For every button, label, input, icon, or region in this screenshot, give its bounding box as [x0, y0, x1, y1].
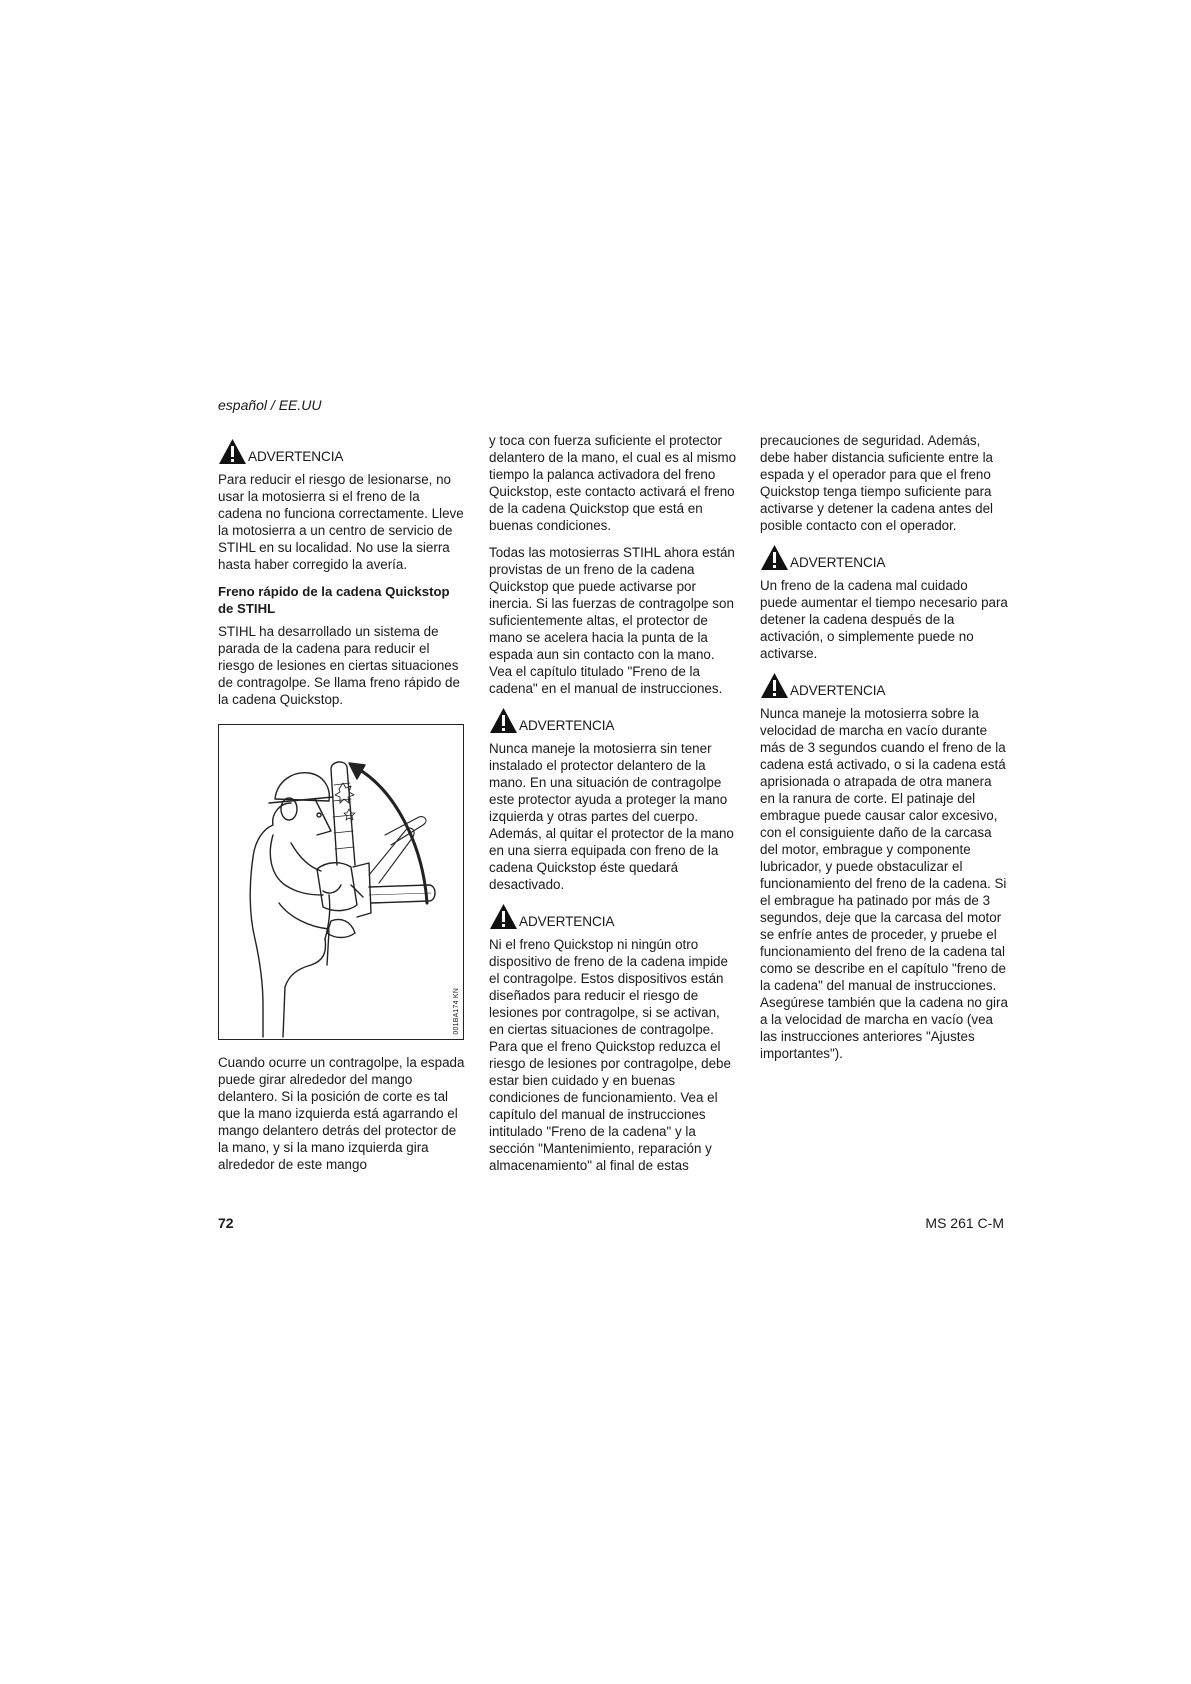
warning-text: Ni el freno Quickstop ni ningún otro dispositivo de freno de la cadena impide el contragolpe. Estos dispositivos están diseñados para reducir el riesgo de lesiones por contragolpe, si se activan, en ciertas situaciones de contragolpe. Para que el freno Quickstop reduzca el riesgo de lesiones por contragolpe, debe estar bien cuidado y en buenas condiciones de funcionamiento. Vea el capítulo del manual de instrucciones intitulado "Freno de la cadena" y la sección "Mantenimiento, reparación y almacenamiento" al final de estas — [489, 937, 731, 1173]
warning-label: ADVERTENCIA — [248, 449, 344, 464]
column-3 — [760, 432, 1008, 1072]
paragraph: y toca con fuerza suficiente el protector delantero de la mano, el cual es al mismo tiempo la palanca activadora del freno Quickstop, este contacto activará el freno de la cadena Quickstop que está en buenas condiciones. — [489, 433, 737, 533]
warning-label: ADVERTENCIA — [790, 683, 886, 698]
warning-triangle-icon — [489, 903, 518, 930]
paragraph: Cuando ocurre un contragolpe, la espada puede girar alrededor del mango delantero. Si la posición de corte es tal que la mano izquierda está agarrando el mango delantero detrás del protector de la mano, y si la mano izquierda gira alrededor de este mango — [218, 1055, 465, 1172]
warning-heading — [760, 544, 1008, 571]
warning-heading — [489, 707, 737, 734]
paragraph: Todas las motosierras STIHL ahora están provistas de un freno de la cadena Quickstop que puede activarse por inercia. Si las fuerzas de contragolpe son suficientemente altas, el protector de mano se acelera hacia la punta de la espada aun sin contacto con la mano. Vea el capítulo titulado "Freno de la cadena" en el manual de instrucciones. — [489, 545, 735, 696]
page-number: 72 — [218, 1215, 234, 1231]
intro-paragraph: STIHL ha desarrollado un sistema de parada de la cadena para reducir el riesgo de lesiones en ciertas situaciones de contragolpe. Se llama freno rápido de la cadena Quickstop. — [218, 624, 460, 707]
warning-label: ADVERTENCIA — [790, 555, 886, 570]
warning-triangle-icon — [760, 544, 789, 571]
model-name: MS 261 C-M — [925, 1215, 1004, 1231]
column-2 — [489, 432, 737, 1184]
figure-code: 001BA174 KN — [453, 988, 460, 1035]
warning-label: ADVERTENCIA — [519, 718, 615, 733]
warning-triangle-icon — [760, 672, 789, 699]
warning-heading — [489, 903, 737, 930]
warning-heading — [218, 438, 466, 465]
warning-label: ADVERTENCIA — [519, 914, 615, 929]
language-label: español / EE.UU — [218, 397, 322, 413]
warning-text: Nunca maneje la motosierra sin tener instalado el protector delantero de la mano. En una situación de contragolpe este protector ayuda a proteger la mano izquierda y otras partes del cuerpo. Además, al quitar el protector de la mano en una sierra equipada con freno de la cadena Quickstop éste quedará desactivado. — [489, 741, 734, 892]
warning-text: Un freno de la cadena mal cuidado puede aumentar el tiempo necesario para detener la cadena después de la activación, o simplemente puede no activarse. — [760, 578, 1008, 661]
warning-text: Para reducir el riesgo de lesionarse, no usar la motosierra si el freno de la cadena no funciona correctamente. Lleve la motosierra a un centro de servicio de STIHL en su localidad. No use la sierra hasta haber corregido la avería. — [218, 472, 464, 572]
kickback-illustration — [218, 724, 464, 1040]
paragraph: precauciones de seguridad. Además, debe haber distancia suficiente entre la espada y el operador para que el freno Quickstop tenga tiempo suficiente para activarse y detener la cadena antes del posible contacto con el operador. — [760, 433, 994, 533]
warning-triangle-icon — [489, 707, 518, 734]
warning-text: Nunca maneje la motosierra sobre la velocidad de marcha en vacío durante más de 3 segundos cuando el freno de la cadena está activado, o si la cadena está aprisionada o atrapada de otra manera en la ranura de corte. El patinaje del embrague puede causar calor excesivo, con el consiguiente daño de la carcasa del motor, embrague y componente lubricador, y puede obstaculizar el funcionamiento del freno de la cadena. Si el embrague ha patinado por más de 3 segundos, deje que la carcasa del motor se enfríe antes de proceder, y pruebe el funcionamiento del freno de la cadena tal como se describe en el capítulo "freno de la cadena" del manual de instrucciones. Asegúrese también que la cadena no gira a la velocidad de marcha en vacío (vea las instrucciones anteriores "Ajustes importantes"). — [760, 706, 1008, 1061]
warning-triangle-icon — [218, 438, 247, 465]
chainsaw-operator-illustration — [219, 725, 463, 1039]
section-title: Freno rápido de la cadena Quickstop de STIHL — [218, 584, 450, 616]
warning-heading — [760, 672, 1008, 699]
column-1 — [218, 432, 466, 1183]
